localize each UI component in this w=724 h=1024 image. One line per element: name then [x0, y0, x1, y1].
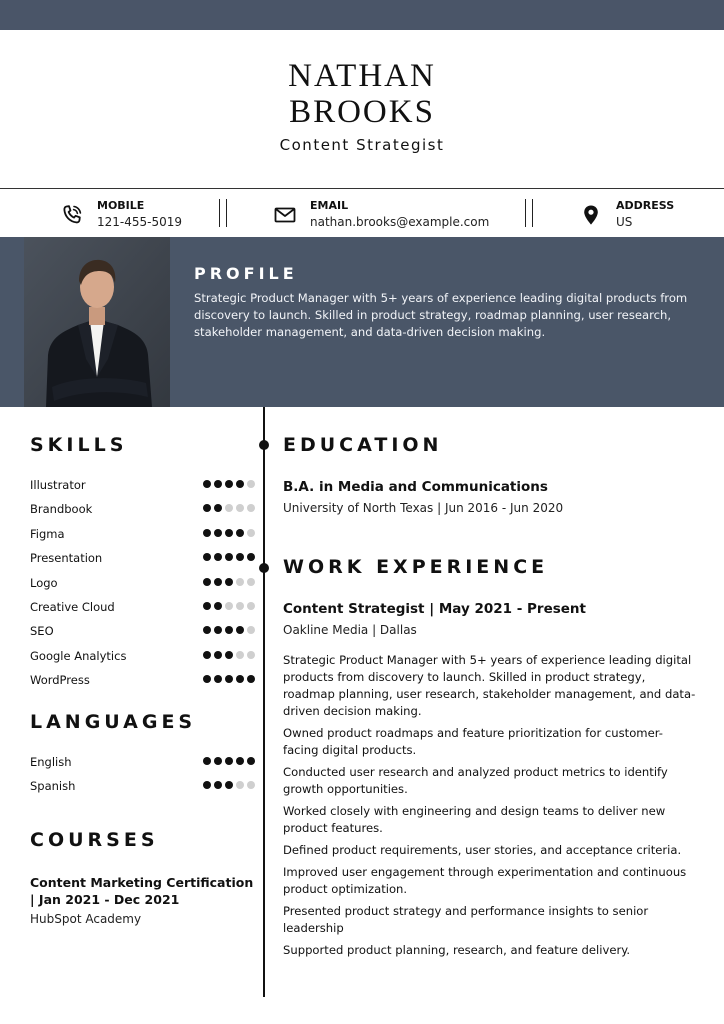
rating-dot-empty — [236, 781, 244, 789]
contact-divider — [525, 199, 533, 227]
rating-dot-filled — [225, 757, 233, 765]
rating-dot-empty — [236, 651, 244, 659]
rating-dot-filled — [214, 578, 222, 586]
rating-dot-filled — [225, 781, 233, 789]
education-degree: B.A. in Media and Communications — [283, 479, 548, 495]
experience-item: Strategic Product Manager with 5+ years of experience leading digital products from discovery to launch. Skilled in product strategy, roadmap planning, user research, stakeholder management, and data-driven decision making. — [283, 653, 696, 718]
education-school: University of North Texas | Jun 2016 - Jun 2020 — [283, 501, 564, 515]
email-value: nathan.brooks@example.com — [310, 215, 490, 229]
rating-dot-filled — [203, 578, 211, 586]
rating-row — [30, 755, 255, 775]
timeline-line — [263, 407, 265, 997]
rating-dot-filled — [225, 553, 233, 561]
rating-label: Figma — [30, 526, 65, 541]
name-last: BROOKS — [289, 94, 435, 130]
rating-dot-empty — [236, 578, 244, 586]
rating-dots — [203, 529, 255, 537]
rating-label: Spanish — [30, 779, 76, 794]
rating-dot-filled — [203, 553, 211, 561]
timeline-dot — [259, 563, 269, 573]
rating-row — [30, 779, 255, 799]
rating-dot-filled — [236, 480, 244, 488]
phone-icon — [60, 203, 84, 227]
rating-dot-empty — [247, 529, 255, 537]
rating-dot-filled — [236, 529, 244, 537]
rating-label: Illustrator — [30, 478, 86, 492]
experience-list — [283, 652, 698, 964]
rating-dot-filled — [247, 757, 255, 765]
course-org: HubSpot Academy — [30, 912, 142, 926]
rating-dot-filled — [203, 504, 211, 512]
rating-dot-empty — [247, 480, 255, 488]
rating-label: WordPress — [30, 673, 90, 688]
course-title: Content Marketing Certification | Jan 2021 - Dec 2021 — [30, 875, 254, 907]
rating-row — [30, 600, 255, 620]
experience-item: Supported product planning, research, and feature delivery. — [283, 943, 631, 957]
rating-label: Presentation — [30, 551, 103, 566]
rating-label: English — [30, 755, 72, 769]
rating-label: SEO — [30, 624, 54, 639]
rating-dots — [203, 480, 255, 488]
email-label: EMAIL — [310, 199, 349, 212]
job-title: Content Strategist — [279, 136, 445, 154]
rating-dots — [203, 578, 255, 586]
rating-dot-empty — [247, 626, 255, 634]
rating-dot-filled — [225, 675, 233, 683]
rating-dot-filled — [225, 480, 233, 488]
address-label: ADDRESS — [616, 199, 675, 212]
rating-dot-filled — [214, 553, 222, 561]
rating-dot-filled — [236, 757, 244, 765]
education-heading: EDUCATION — [283, 434, 443, 456]
top-accent-bar — [0, 0, 724, 30]
rating-label: Google Analytics — [30, 648, 127, 663]
rating-dot-filled — [214, 529, 222, 537]
profile-photo — [24, 237, 170, 407]
rating-dot-empty — [247, 578, 255, 586]
rating-label: Logo — [30, 575, 58, 590]
rating-row — [30, 527, 255, 547]
location-pin-icon — [579, 203, 603, 227]
rating-dot-filled — [225, 578, 233, 586]
experience-item: Conducted user research and analyzed product metrics to identify growth opportunities. — [283, 765, 668, 796]
rating-dot-filled — [236, 626, 244, 634]
rating-row — [30, 478, 255, 498]
rating-dots — [203, 675, 255, 683]
rating-dot-filled — [203, 675, 211, 683]
rating-dot-filled — [236, 553, 244, 561]
rating-dot-filled — [225, 626, 233, 634]
experience-item: Defined product requirements, user stories, and acceptance criteria. — [283, 843, 682, 857]
rating-dot-empty — [236, 504, 244, 512]
rating-dot-empty — [247, 504, 255, 512]
rating-dot-filled — [225, 529, 233, 537]
rating-row — [30, 551, 255, 571]
rating-row — [30, 502, 255, 522]
rating-label: Brandbook — [30, 502, 93, 517]
rating-dot-filled — [247, 553, 255, 561]
rating-dot-filled — [225, 651, 233, 659]
rating-dot-empty — [247, 651, 255, 659]
rating-dots — [203, 757, 255, 765]
rating-row — [30, 624, 255, 644]
rating-dot-filled — [214, 757, 222, 765]
rating-dots — [203, 553, 255, 561]
contact-bar — [0, 188, 724, 237]
rating-dot-filled — [203, 781, 211, 789]
job-company: Oakline Media | Dallas — [283, 623, 417, 637]
mobile-value: 121-455-5019 — [97, 215, 183, 229]
rating-dot-empty — [225, 602, 233, 610]
rating-dot-filled — [214, 602, 222, 610]
rating-dots — [203, 504, 255, 512]
rating-dot-filled — [203, 480, 211, 488]
rating-dot-filled — [214, 651, 222, 659]
contact-divider — [219, 199, 227, 227]
rating-dot-empty — [236, 602, 244, 610]
rating-dot-filled — [214, 504, 222, 512]
mobile-label: MOBILE — [97, 199, 145, 212]
address-value: US — [616, 215, 633, 229]
job-heading: Content Strategist | May 2021 - Present — [283, 601, 586, 617]
rating-dot-filled — [214, 626, 222, 634]
rating-dot-filled — [214, 675, 222, 683]
languages-heading: LANGUAGES — [30, 711, 197, 733]
rating-dots — [203, 626, 255, 634]
rating-dot-filled — [247, 675, 255, 683]
timeline-dot — [259, 440, 269, 450]
rating-dot-filled — [214, 781, 222, 789]
envelope-icon — [273, 203, 297, 227]
experience-item: Worked closely with engineering and design teams to deliver new product features. — [283, 804, 666, 835]
name-first: NATHAN — [288, 58, 436, 94]
experience-item: Improved user engagement through experimentation and continuous product optimization. — [283, 865, 687, 896]
rating-dots — [203, 651, 255, 659]
rating-dot-filled — [203, 529, 211, 537]
courses-heading: COURSES — [30, 829, 159, 851]
profile-summary: Strategic Product Manager with 5+ years of experience leading digital products from discovery to launch. Skilled in product strategy, roadmap planning, user research, stakeholder management, and data-driven decision making. — [194, 291, 688, 339]
skills-heading: SKILLS — [30, 434, 128, 456]
rating-dots — [203, 781, 255, 789]
rating-label: Creative Cloud — [30, 600, 115, 614]
rating-dot-filled — [236, 675, 244, 683]
rating-dot-filled — [203, 626, 211, 634]
rating-dot-filled — [203, 651, 211, 659]
rating-row — [30, 673, 255, 693]
rating-dot-filled — [203, 602, 211, 610]
rating-dot-empty — [247, 781, 255, 789]
experience-item: Presented product strategy and performance insights to senior leadership — [283, 904, 649, 935]
rating-dot-filled — [203, 757, 211, 765]
rating-dot-filled — [214, 480, 222, 488]
rating-row — [30, 649, 255, 669]
rating-dot-empty — [225, 504, 233, 512]
experience-heading: WORK EXPERIENCE — [283, 556, 549, 578]
rating-dot-empty — [247, 602, 255, 610]
rating-dots — [203, 602, 255, 610]
experience-item: Owned product roadmaps and feature prioritization for customer-facing digital products. — [283, 726, 663, 757]
profile-heading: PROFILE — [194, 264, 298, 283]
rating-row — [30, 576, 255, 596]
